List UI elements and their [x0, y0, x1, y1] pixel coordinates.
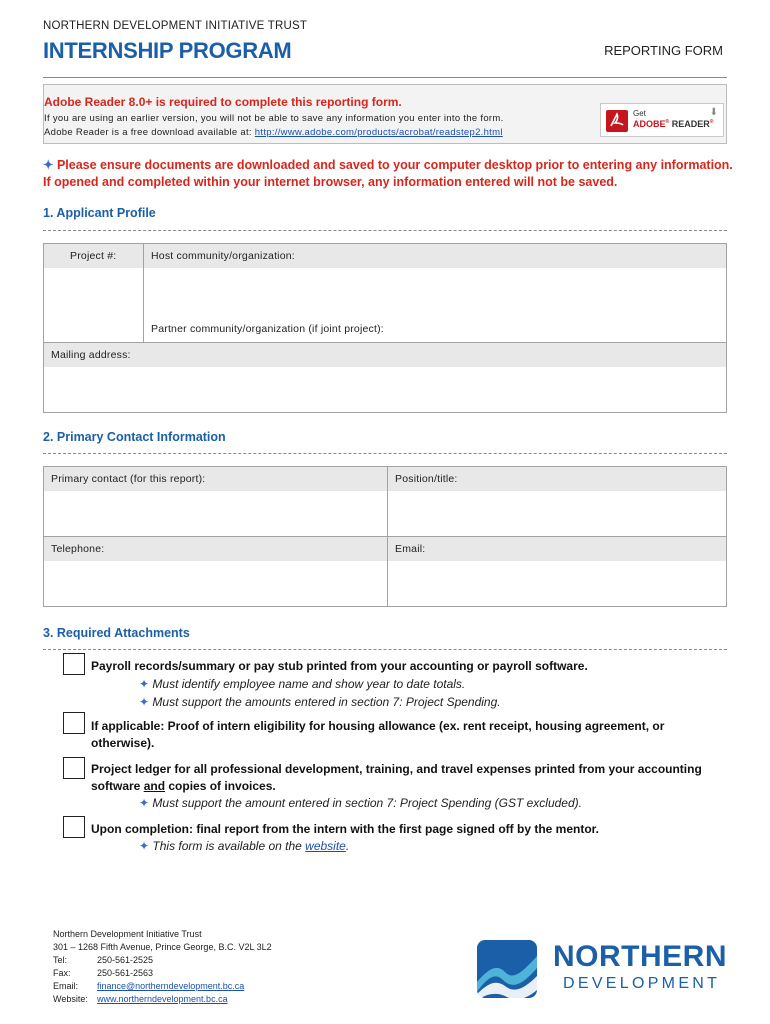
star-icon: ✦	[139, 839, 150, 853]
save-notice-line2: If opened and completed within your internet browser, any information entered will not be saved.	[43, 175, 618, 189]
section-2-divider	[43, 453, 727, 454]
footer-tel-value: 250-561-2525	[97, 955, 154, 965]
section-3-divider	[43, 649, 727, 650]
northern-development-logo	[475, 938, 725, 1000]
footer-tel-label: Tel:	[53, 955, 68, 965]
adobe-pdf-icon	[606, 110, 628, 132]
adobe-reader-label: ADOBE® READER®	[633, 119, 714, 129]
section-1-divider	[43, 230, 727, 231]
project-number-label: Project #:	[70, 250, 117, 262]
website-link[interactable]: website	[305, 839, 346, 853]
logo-word-development: DEVELOPMENT	[563, 975, 721, 992]
telephone-field[interactable]	[43, 536, 388, 607]
adobe-version-warning: If you are using an earlier version, you will not be able to save any information you enter into the form.	[44, 113, 504, 124]
final-report-item: Upon completion: final report from the intern with the first page signed off by the mentor.	[91, 822, 600, 836]
footer-org: Northern Development Initiative Trust	[53, 929, 202, 939]
download-arrow-icon: ⬇	[709, 107, 718, 118]
form-type-label: REPORTING FORM	[604, 43, 723, 58]
footer-website-link[interactable]: www.northerndevelopment.bc.ca	[97, 994, 228, 1004]
ledger-sub-1-text: Must support the amount entered in section 7: Project Spending (GST excluded).	[152, 796, 582, 810]
section-3-heading: 3. Required Attachments	[43, 626, 190, 640]
housing-item: If applicable: Proof of intern eligibility for housing allowance (ex. rent receipt, housing agreement, or otherwise).	[91, 719, 665, 750]
host-community-label: Host community/organization:	[151, 250, 295, 262]
adobe-download-prefix: Adobe Reader is a free download available at:	[44, 127, 255, 138]
final-report-checkbox[interactable]	[63, 816, 85, 838]
adobe-requirement-box	[43, 84, 727, 144]
footer-website	[53, 993, 272, 1006]
housing-checkbox[interactable]	[63, 712, 85, 734]
mailing-address-label: Mailing address:	[51, 349, 131, 361]
mailing-address-field[interactable]	[43, 342, 727, 413]
footer-email-label: Email:	[53, 981, 79, 991]
star-icon: ✦	[139, 695, 150, 709]
ledger-checkbox[interactable]	[63, 757, 85, 779]
ledger-sub-1	[139, 796, 582, 810]
get-adobe-reader-button[interactable]	[600, 103, 724, 137]
star-icon: ✦	[139, 796, 150, 810]
logo-mark-icon	[475, 938, 539, 1000]
ledger-item-text-b: copies of invoices.	[165, 779, 276, 793]
footer-tel	[53, 954, 272, 967]
final-report-sub	[139, 839, 349, 853]
save-notice-line1	[43, 157, 733, 174]
payroll-checkbox[interactable]	[63, 653, 85, 675]
primary-contact-label: Primary contact (for this report):	[51, 473, 206, 485]
page-title: INTERNSHIP PROGRAM	[43, 38, 292, 63]
adobe-label: ADOBE	[633, 119, 666, 129]
payroll-sub-2-text: Must support the amounts entered in section 7: Project Spending.	[152, 695, 501, 709]
adobe-download-link[interactable]: http://www.adobe.com/products/acrobat/readstep2.html	[254, 127, 503, 138]
host-community-field[interactable]	[143, 243, 727, 343]
section-2-heading: 2. Primary Contact Information	[43, 430, 226, 444]
final-report-sub-suffix: .	[345, 839, 350, 853]
get-label: Get	[633, 109, 646, 118]
footer-fax	[53, 967, 272, 980]
ledger-item-and: and	[143, 779, 166, 793]
org-name: NORTHERN DEVELOPMENT INITIATIVE TRUST	[43, 20, 308, 32]
primary-contact-field[interactable]	[43, 466, 388, 537]
footer-email-link[interactable]: finance@northerndevelopment.bc.ca	[97, 981, 245, 991]
adobe-requirement-text: Adobe Reader 8.0+ is required to complete this reporting form.	[44, 95, 402, 109]
payroll-sub-1-text: Must identify employee name and show year to date totals.	[152, 677, 466, 691]
reader-label: READER	[671, 119, 710, 129]
footer-contact	[53, 928, 272, 1006]
email-field[interactable]	[387, 536, 727, 607]
payroll-sub-2	[139, 695, 501, 709]
ledger-item-text-a: Project ledger for all professional development, training, and travel expenses printed from your accounting software	[91, 762, 702, 793]
payroll-sub-1	[139, 677, 465, 691]
payroll-item: Payroll records/summary or pay stub printed from your accounting or payroll software.	[91, 659, 588, 673]
star-icon: ✦	[139, 677, 150, 691]
save-notice-line1-text: Please ensure documents are downloaded and saved to your computer desktop prior to entering any information.	[53, 158, 733, 172]
footer-email	[53, 980, 272, 993]
adobe-download-text	[44, 127, 503, 138]
position-title-field[interactable]	[387, 466, 727, 537]
logo-word-northern: NORTHERN	[553, 940, 727, 973]
partner-community-label: Partner community/organization (if joint project):	[151, 323, 384, 335]
position-title-label: Position/title:	[395, 473, 458, 485]
title-divider	[43, 77, 727, 78]
footer-address: 301 – 1268 Fifth Avenue, Prince George, B.C. V2L 3L2	[53, 942, 272, 952]
star-icon: ✦	[43, 158, 54, 172]
ledger-item	[91, 761, 721, 795]
section-1-heading: 1. Applicant Profile	[43, 206, 156, 220]
telephone-label: Telephone:	[51, 543, 105, 555]
project-number-field[interactable]	[43, 243, 144, 343]
save-notice	[43, 157, 733, 191]
footer-fax-value: 250-561-2563	[97, 968, 154, 978]
footer-fax-label: Fax:	[53, 968, 71, 978]
email-label: Email:	[395, 543, 426, 555]
footer-website-label: Website:	[53, 994, 88, 1004]
final-report-sub-prefix: This form is available on the	[152, 839, 306, 853]
